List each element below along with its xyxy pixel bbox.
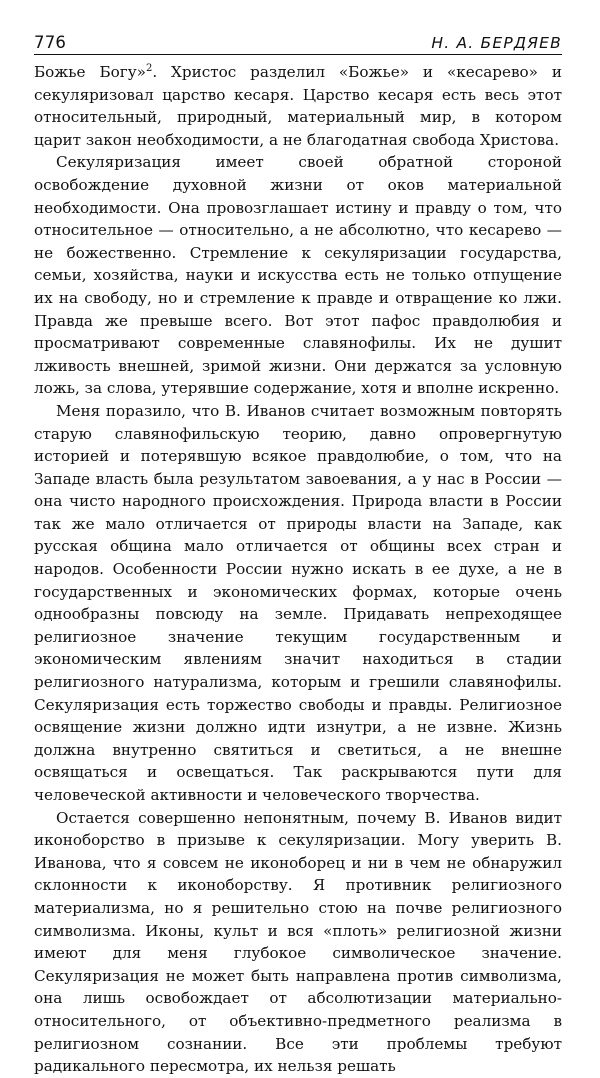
book-page: [34, 28, 562, 1078]
page-number: 776: [34, 33, 67, 52]
footnote-marker: 2: [145, 62, 153, 74]
paragraph: Остается совершенно непонятным, почему В. Иванов видит иконоборство в призыве к секуляризации. Могу уверить В. Иванова, что я совсем не иконоборец и ни в чем не обнаружил склонности к иконоборству. Я противник религиозного материализма, но я решительно стою на почве религиозного символизма. Иконы, культ и вся «плоть» религиозной жизни имеют для меня глубокое символическое значение. Секуляризация не может быть направлена против символизма, она лишь освобождает от абсолютизации материально-относительного, от объективно-предметного реализма в религиозном сознании. Все эти проблемы требуют радикального пересмотра, их нельзя решать: [34, 808, 562, 1076]
paragraph-text: Божье Богу»: [34, 63, 146, 81]
paragraph: Меня поразило, что В. Иванов считает возможным повторять старую славянофильскую теорию, давно опровергнутую историей и потерявшую всякое правдолюбие, о том, что на Западе власть была результатом завоевания, а у нас в России — она чисто народного происхождения. Природа власти в России так же мало отличается от природы власти на Западе, как русская община мало отличается от общины всех стран и народов. Особенности России нужно искать в ее духе, а не в государственных и экономических формах, которые очень однообразны повсюду на земле. Придавать непреходящее религиозное значение текущим государственным и экономическим явлениям значит находиться в стадии религиозного натурализма, которым и грешили славянофилы. Секуляризация есть торжество свободы и правды. Религиозное освящение жизни должно идти изнутри, а не извне. Жизнь должна внутренно святиться и светиться, а не внешне освящаться и освещаться. Так раскрываются пути для человеческой активности и человеческого творчества.: [34, 401, 562, 804]
paragraph-text: . Христос разделил «Божье» и «кесарево» и секуляризовал царство кесаря. Царство кесаря есть весь этот относительный, природный, материальный мир, в котором царит закон необходимости, а не благодатная свобода Христова.: [34, 63, 562, 149]
paragraph: Секуляризация имеет своей обратной стороной освобождение духовной жизни от оков материальной необходимости. Она провозглашает истину и правду о том, что относительное — относительно, а не абсолютно, что кесарево — не божественно. Стремление к секуляризации государства, семьи, хозяйства, науки и искусства есть не только отпущение их на свободу, но и стремление к правде и отвращение ко лжи. Правда же превыше всего. Вот этот пафос правдолюбия и просматривают современные славянофилы. Их не душит лживость внешней, зримой жизни. Они держатся за условную ложь, за слова, утерявшие содержание, хотя и вполне искренно.: [34, 153, 562, 398]
running-head: [34, 28, 562, 55]
body-text: [34, 61, 562, 1078]
paragraph-continuation: [34, 61, 562, 151]
running-head-author: Н. А. БЕРДЯЕВ: [431, 34, 562, 52]
